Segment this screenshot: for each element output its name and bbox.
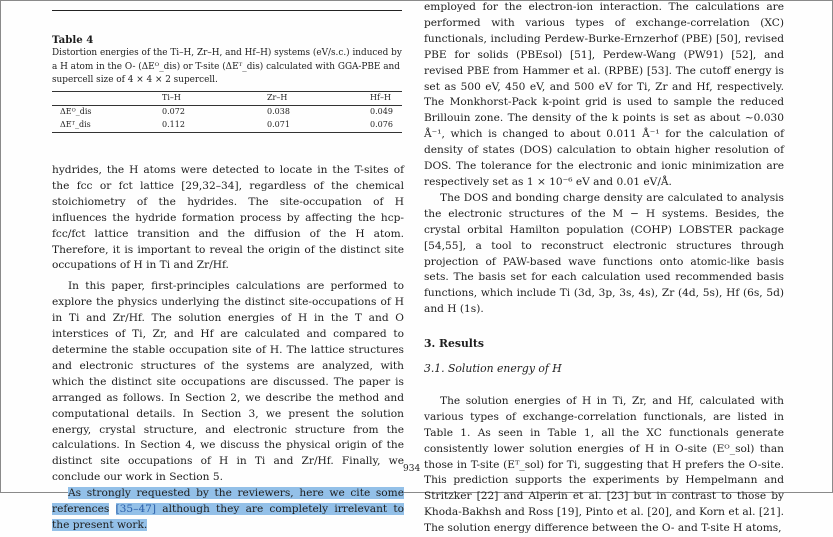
highlighted-text: As strongly requested by the reviewers, here we cite some references — [52, 487, 404, 516]
table-cell: 0.038 — [267, 107, 290, 116]
table-cell: 0.071 — [267, 120, 290, 129]
table-header-cell: Zr–H — [267, 93, 288, 102]
reference-link[interactable]: [35–47] — [115, 503, 157, 516]
paragraph: In this paper, first-principles calculations are performed to explore the physics underlying the distinct site-occupations of H in Ti and Zr/Hf. The solution energies of H in the T and O interstices of Ti, Zr, and Hf are calculated and compared to determine the stable occupation site of H. The lattice structures and electronic structures of the systems are analyzed, with which the distinct site occupations are discussed. The paper is arranged as follows. In Section 2, we describe the method and computational details. In Section 3, we present the solution energy, crystal structure, and electronic structure from the calculations. In Section 4, we discuss the physical origin of the distinct site occupations of H in Ti and Zr/Hf. Finally, we conclude our work in Section 5. — [52, 280, 404, 484]
paragraph: hydrides, the H atoms were detected to locate in the T-sites of the fcc or fct lattice [29,32–34], regardless of the chemical stoichiometry of the hydrides. The site-occupation of H influences the hydride formation process by affecting the hcp-fcc/fct lattice transition and the diffusion of the H atom. Therefore, it is important to reveal the origin of the distinct site occupations of H in Ti and Zr/Hf. — [52, 164, 404, 272]
table-header-cell: Hf–H — [370, 93, 391, 102]
table-caption: Distortion energies of the Ti–H, Zr–H, and Hf–H) systems (eV/s.c.) induced by a H atom in the O- (ΔEᴼ_dis) or T-site (ΔEᵀ_dis) calculated with GGA-PBE and supercell size of 4 × 4 × 2 supercell. — [52, 48, 402, 86]
paragraph: employed for the electron-ion interaction. The calculations are performed with various types of exchange-correlation (XC) functionals, including Perdew-Burke-Ernzerhof (PBE) [50], revised PBE for solids (PBEsol) [51], Perdew-Wang (PW91) [52], and revised PBE from Hammer et al. (RPBE) [53]. The cutoff energy is set as 500 eV, 450 eV, and 500 eV for Ti, Zr and Hf, respectively. The Monkhorst-Pack k-point grid is used to sample the reduced Brillouin zone. The density of the k points is set as about ~0.030 Å⁻¹, which is changed to about 0.011 Å⁻¹ for the calculation of density of states (DOS) calculation to obtain higher resolution of DOS. The tolerance for the electronic and ionic minimization are respectively set as 1 × 10⁻⁶ eV and 0.01 eV/Å. — [424, 1, 784, 188]
table-cell: 0.072 — [162, 107, 185, 116]
table-cell: ΔEᴼ_dis — [60, 107, 92, 116]
highlighted-text: although they are completely irrelevant to the present work. — [52, 503, 404, 531]
table-cell: 0.049 — [370, 107, 393, 116]
table-cell: ΔEᵀ_dis — [60, 120, 91, 129]
page-number: 934 — [403, 464, 421, 474]
right-column — [424, 0, 784, 537]
section-heading: 3. Results — [424, 337, 484, 351]
table-header-cell: Ti–H — [162, 93, 181, 102]
paragraph: The solution energies of H in Ti, Zr, and Hf, calculated with various types of exchange-correlation functionals, are listed in Table 1. As seen in Table 1, all the XC functionals generate consistently lower solution energies of H in O-site (Eᴼ_sol) than those in T-site (Eᵀ_sol) for Ti, suggesting that H prefers the O-site. This prediction supports the experiments by Hempelmann and Stritzker [22] and Alperin et al. [23] but in contrast to those by Khoda-Bakhsh and Ross [19], Pinto et al. [20], and Korn et al. [21]. The solution energy difference between the O- and T-site H atoms, — [424, 394, 784, 535]
paragraph: The DOS and bonding charge density are calculated to analysis the electronic structures of the M − H systems. Besides, the crystal orbital Hamilton population (COHP) LOBSTER package [54,55], a tool to reconstruct electronic structures through projection of PAW-based wave functions onto atomic-like basis sets. The basis set for each calculation used recommended basis functions, which include Ti (3d, 3p, 3s, 4s), Zr (4d, 5s), Hf (6s, 5d) and H (1s). — [424, 191, 784, 316]
table-title: Table 4 — [52, 34, 94, 46]
highlighted-paragraph — [52, 486, 404, 534]
table-cell: 0.112 — [162, 120, 185, 129]
table-cell: 0.076 — [370, 120, 393, 129]
left-column — [52, 0, 404, 534]
subsection-heading: 3.1. Solution energy of H — [424, 362, 562, 376]
